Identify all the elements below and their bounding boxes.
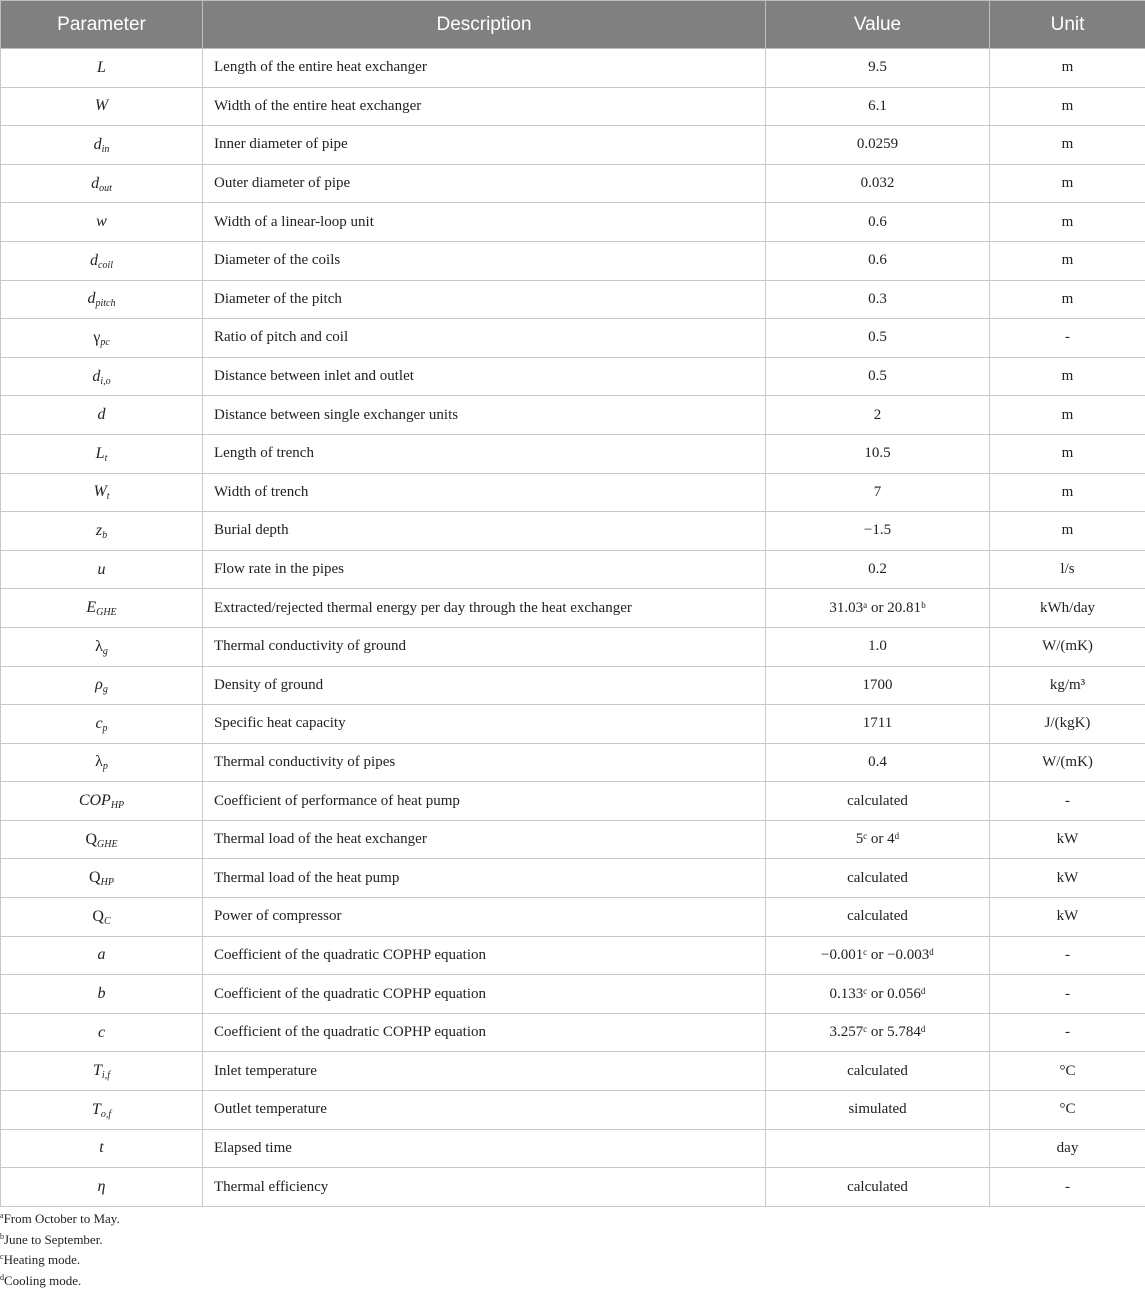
description-cell: Diameter of the coils — [203, 241, 766, 280]
table-row — [1, 975, 1145, 1014]
parameter-symbol: λ — [95, 753, 103, 770]
unit-cell: day — [990, 1129, 1145, 1168]
unit-cell: - — [990, 782, 1145, 821]
value-cell: −1.5 — [766, 512, 990, 551]
parameter-subscript: out — [99, 183, 112, 194]
value-cell: 0.032 — [766, 164, 990, 203]
parameter-subscript: GHE — [96, 607, 117, 618]
unit-cell: kWh/day — [990, 589, 1145, 628]
unit-cell: - — [990, 1013, 1145, 1052]
description-cell: Diameter of the pitch — [203, 280, 766, 319]
parameter-cell — [1, 357, 203, 396]
parameter-cell — [1, 512, 203, 551]
footnote-mark: d — [0, 1273, 4, 1282]
description-cell: Density of ground — [203, 666, 766, 705]
description-cell: Width of the entire heat exchanger — [203, 87, 766, 126]
description-cell: Length of trench — [203, 434, 766, 473]
parameter-symbol: u — [98, 561, 106, 578]
value-cell: 31.03ᵃ or 20.81ᵇ — [766, 589, 990, 628]
table-row — [1, 936, 1145, 975]
parameter-symbol: w — [96, 213, 107, 230]
table-row — [1, 1091, 1145, 1130]
parameter-subscript: o,f — [101, 1109, 111, 1120]
parameter-cell — [1, 743, 203, 782]
table-row — [1, 1168, 1145, 1207]
parameter-cell — [1, 241, 203, 280]
parameter-symbol: Q — [92, 908, 104, 925]
parameter-subscript: pitch — [96, 298, 116, 309]
unit-cell: m — [990, 49, 1145, 88]
parameter-cell — [1, 473, 203, 512]
parameter-cell — [1, 164, 203, 203]
unit-cell: W/(mK) — [990, 627, 1145, 666]
value-cell: 0.5 — [766, 319, 990, 358]
description-cell: Length of the entire heat exchanger — [203, 49, 766, 88]
table-row — [1, 434, 1145, 473]
footnote — [0, 1209, 120, 1230]
value-cell — [766, 1129, 990, 1168]
parameter-cell — [1, 627, 203, 666]
parameter-cell — [1, 319, 203, 358]
table-row — [1, 164, 1145, 203]
unit-cell: kW — [990, 820, 1145, 859]
table-row — [1, 550, 1145, 589]
table-row — [1, 859, 1145, 898]
footnote — [0, 1271, 120, 1291]
value-cell: 1711 — [766, 705, 990, 744]
unit-cell: m — [990, 357, 1145, 396]
description-cell: Thermal conductivity of ground — [203, 627, 766, 666]
parameter-subscript: t — [105, 453, 108, 464]
parameter-cell — [1, 1052, 203, 1091]
footnote — [0, 1250, 120, 1271]
header-description: Description — [203, 1, 766, 49]
parameter-subscript: GHE — [97, 839, 118, 850]
description-cell: Outlet temperature — [203, 1091, 766, 1130]
footnotes — [0, 1209, 120, 1291]
description-cell: Distance between single exchanger units — [203, 396, 766, 435]
parameter-cell — [1, 280, 203, 319]
value-cell: 0.3 — [766, 280, 990, 319]
table-row — [1, 203, 1145, 242]
table-row — [1, 280, 1145, 319]
parameter-cell — [1, 1091, 203, 1130]
parameter-symbol: COP — [79, 792, 111, 809]
parameter-subscript: b — [102, 530, 107, 541]
value-cell: 5ᶜ or 4ᵈ — [766, 820, 990, 859]
parameter-symbol: d — [88, 290, 96, 307]
parameter-subscript: i,f — [102, 1070, 110, 1081]
parameter-subscript: C — [104, 916, 111, 927]
table-row — [1, 666, 1145, 705]
description-cell: Coefficient of the quadratic COPHP equation — [203, 1013, 766, 1052]
parameter-cell — [1, 1013, 203, 1052]
table-row — [1, 49, 1145, 88]
parameter-cell — [1, 203, 203, 242]
parameter-cell — [1, 49, 203, 88]
parameter-symbol: λ — [95, 638, 103, 655]
parameter-symbol: c — [95, 715, 102, 732]
value-cell: 3.257ᶜ or 5.784ᵈ — [766, 1013, 990, 1052]
unit-cell: - — [990, 975, 1145, 1014]
parameter-subscript: g — [103, 684, 108, 695]
table-row — [1, 396, 1145, 435]
footnote-text: Heating mode. — [4, 1252, 81, 1267]
unit-cell: m — [990, 512, 1145, 551]
value-cell: 0.2 — [766, 550, 990, 589]
table-row — [1, 743, 1145, 782]
value-cell: 0.6 — [766, 241, 990, 280]
unit-cell: °C — [990, 1091, 1145, 1130]
parameter-cell — [1, 87, 203, 126]
value-cell: 10.5 — [766, 434, 990, 473]
unit-cell: kg/m³ — [990, 666, 1145, 705]
table-row — [1, 241, 1145, 280]
unit-cell: m — [990, 164, 1145, 203]
parameter-cell — [1, 396, 203, 435]
description-cell: Outer diameter of pipe — [203, 164, 766, 203]
table-row — [1, 705, 1145, 744]
table-row — [1, 820, 1145, 859]
description-cell: Burial depth — [203, 512, 766, 551]
header-parameter: Parameter — [1, 1, 203, 49]
footnote-text: June to September. — [4, 1232, 103, 1247]
unit-cell: °C — [990, 1052, 1145, 1091]
description-cell: Ratio of pitch and coil — [203, 319, 766, 358]
parameter-cell — [1, 820, 203, 859]
parameter-symbol: d — [90, 252, 98, 269]
unit-cell: m — [990, 434, 1145, 473]
description-cell: Extracted/rejected thermal energy per day through the heat exchanger — [203, 589, 766, 628]
table-row — [1, 319, 1145, 358]
description-cell: Elapsed time — [203, 1129, 766, 1168]
description-cell: Coefficient of the quadratic COPHP equation — [203, 975, 766, 1014]
description-cell: Flow rate in the pipes — [203, 550, 766, 589]
footnote-mark: c — [0, 1252, 4, 1261]
parameter-symbol: ρ — [95, 676, 103, 693]
parameter-symbol: E — [86, 599, 96, 616]
parameter-symbol: b — [98, 985, 106, 1002]
value-cell: simulated — [766, 1091, 990, 1130]
footnote-text: Cooling mode. — [4, 1273, 81, 1288]
unit-cell: m — [990, 203, 1145, 242]
unit-cell: kW — [990, 859, 1145, 898]
value-cell: calculated — [766, 898, 990, 937]
value-cell: 1.0 — [766, 627, 990, 666]
description-cell: Inner diameter of pipe — [203, 126, 766, 165]
parameter-cell — [1, 782, 203, 821]
unit-cell: kW — [990, 898, 1145, 937]
description-cell: Thermal load of the heat exchanger — [203, 820, 766, 859]
description-cell: Coefficient of the quadratic COPHP equation — [203, 936, 766, 975]
unit-cell: m — [990, 241, 1145, 280]
parameter-symbol: γ — [93, 329, 100, 346]
header-value: Value — [766, 1, 990, 49]
parameter-subscript: g — [103, 646, 108, 657]
parameter-cell — [1, 705, 203, 744]
table-row — [1, 473, 1145, 512]
parameter-symbol: d — [98, 406, 106, 423]
table-row — [1, 782, 1145, 821]
table-row — [1, 357, 1145, 396]
parameter-cell — [1, 550, 203, 589]
table-row — [1, 126, 1145, 165]
footnote-mark: a — [0, 1211, 4, 1220]
value-cell: 0.6 — [766, 203, 990, 242]
value-cell: calculated — [766, 1052, 990, 1091]
parameter-symbol: W — [93, 483, 106, 500]
parameter-symbol: d — [92, 368, 100, 385]
parameter-symbol: L — [97, 59, 106, 76]
parameter-symbol: Q — [89, 869, 101, 886]
header-row — [1, 1, 1145, 49]
parameter-symbol: t — [99, 1139, 103, 1156]
parameter-cell — [1, 434, 203, 473]
description-cell: Width of trench — [203, 473, 766, 512]
parameter-cell — [1, 975, 203, 1014]
footnote-text: From October to May. — [4, 1211, 120, 1226]
parameter-symbol: z — [96, 522, 102, 539]
parameter-subscript: t — [107, 491, 110, 502]
parameter-symbol: L — [96, 445, 105, 462]
description-cell: Power of compressor — [203, 898, 766, 937]
value-cell: calculated — [766, 859, 990, 898]
unit-cell: J/(kgK) — [990, 705, 1145, 744]
parameter-cell — [1, 936, 203, 975]
parameter-cell — [1, 898, 203, 937]
parameter-subscript: pc — [100, 337, 109, 348]
table-row — [1, 627, 1145, 666]
table-row — [1, 1013, 1145, 1052]
unit-cell: - — [990, 1168, 1145, 1207]
parameter-symbol: d — [94, 136, 102, 153]
parameter-symbol: a — [98, 946, 106, 963]
parameter-symbol: c — [98, 1024, 105, 1041]
table-row — [1, 589, 1145, 628]
description-cell: Distance between inlet and outlet — [203, 357, 766, 396]
parameter-subscript: HP — [111, 800, 124, 811]
value-cell: 2 — [766, 396, 990, 435]
value-cell: 0.0259 — [766, 126, 990, 165]
value-cell: 0.4 — [766, 743, 990, 782]
value-cell: 9.5 — [766, 49, 990, 88]
description-cell: Coefficient of performance of heat pump — [203, 782, 766, 821]
table-row — [1, 87, 1145, 126]
value-cell: calculated — [766, 1168, 990, 1207]
parameter-subscript: HP — [101, 877, 114, 888]
parameter-cell — [1, 666, 203, 705]
table-row — [1, 1129, 1145, 1168]
parameter-cell — [1, 126, 203, 165]
description-cell: Width of a linear-loop unit — [203, 203, 766, 242]
unit-cell: m — [990, 396, 1145, 435]
description-cell: Thermal efficiency — [203, 1168, 766, 1207]
table-row — [1, 1052, 1145, 1091]
description-cell: Thermal conductivity of pipes — [203, 743, 766, 782]
value-cell: 7 — [766, 473, 990, 512]
parameter-symbol: d — [91, 175, 99, 192]
value-cell: 0.5 — [766, 357, 990, 396]
table-row — [1, 512, 1145, 551]
value-cell: 0.133ᶜ or 0.056ᵈ — [766, 975, 990, 1014]
unit-cell: m — [990, 126, 1145, 165]
parameter-subscript: p — [103, 723, 108, 734]
parameter-cell — [1, 589, 203, 628]
parameter-subscript: p — [103, 761, 108, 772]
description-cell: Thermal load of the heat pump — [203, 859, 766, 898]
description-cell: Specific heat capacity — [203, 705, 766, 744]
parameter-cell — [1, 1168, 203, 1207]
footnote-mark: b — [0, 1232, 4, 1241]
parameter-symbol: T — [93, 1062, 102, 1079]
table-body — [1, 49, 1145, 1207]
unit-cell: - — [990, 319, 1145, 358]
parameter-subscript: i,o — [100, 376, 110, 387]
value-cell: −0.001ᶜ or −0.003ᵈ — [766, 936, 990, 975]
unit-cell: W/(mK) — [990, 743, 1145, 782]
unit-cell: m — [990, 87, 1145, 126]
value-cell: 1700 — [766, 666, 990, 705]
footnote — [0, 1230, 120, 1251]
parameter-symbol: W — [95, 97, 108, 114]
table-row — [1, 898, 1145, 937]
parameter-subscript: coil — [98, 260, 113, 271]
description-cell: Inlet temperature — [203, 1052, 766, 1091]
parameter-symbol: Q — [85, 831, 97, 848]
parameter-symbol: η — [98, 1178, 106, 1195]
unit-cell: l/s — [990, 550, 1145, 589]
parameter-cell — [1, 859, 203, 898]
value-cell: calculated — [766, 782, 990, 821]
header-unit: Unit — [990, 1, 1145, 49]
value-cell: 6.1 — [766, 87, 990, 126]
unit-cell: m — [990, 473, 1145, 512]
parameter-symbol: T — [92, 1101, 101, 1118]
unit-cell: - — [990, 936, 1145, 975]
parameter-subscript: in — [102, 144, 110, 155]
parameter-cell — [1, 1129, 203, 1168]
unit-cell: m — [990, 280, 1145, 319]
